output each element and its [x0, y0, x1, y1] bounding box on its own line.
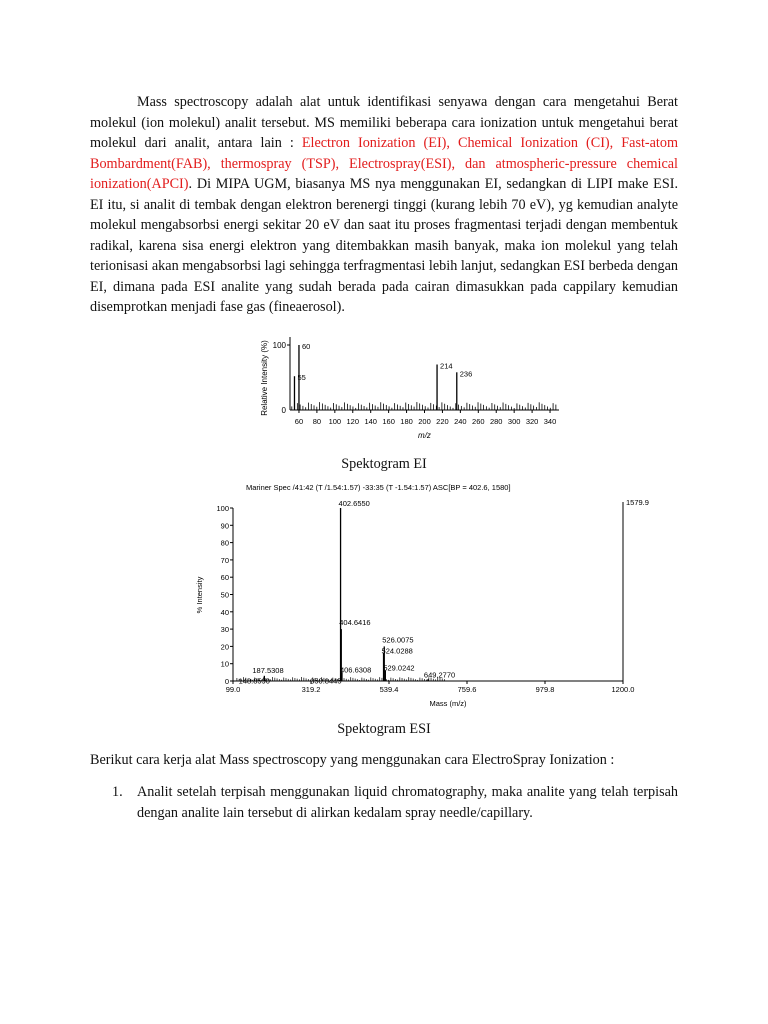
peak-label: 187.5308: [252, 665, 284, 675]
peak-label: 402.6550: [338, 499, 370, 508]
x-tick-label: 200: [418, 417, 431, 426]
peak-label: 404.6416: [339, 618, 371, 628]
peak-label: 55: [297, 373, 306, 383]
x-tick-label: 979.8: [535, 685, 555, 694]
chart-title: Mariner Spec /41:42 (T /1.54:1.57) -33:35 (T -1.54:1.57) ASC[BP = 402.6, 1580]: [246, 483, 511, 492]
x-tick-label: 260: [472, 417, 485, 426]
esi-spectrum-chart: [190, 478, 670, 712]
x-tick-label: 1200.0: [611, 685, 635, 694]
y-tick-label: 40: [220, 607, 229, 617]
list-item-text: Analit setelah terpisah menggunakan liquid chromatography, maka analite yang telah terpisah dengan analite lain tersebut di alirkan kedalam spray needle/capillary.: [137, 784, 678, 821]
ionization-methods-highlight: Electron Ionization (EI), Chemical Ionization (CI), Fast-atom Bombardment(FAB), thermospray (TSP), Electrospray(ESI), dan atmospheric-pressure chemical ionization(APCI): [90, 135, 679, 192]
x-tick-label: 80: [312, 417, 322, 426]
x-tick-label: 319.2: [301, 685, 321, 694]
x-axis-label: m/z: [418, 431, 431, 440]
y-tick-label: 100: [216, 504, 229, 513]
y-tick-label: 20: [220, 642, 229, 652]
y-tick-label: 60: [220, 573, 229, 583]
y-tick-label: 0: [281, 406, 286, 415]
y-tick-label: 50: [220, 590, 229, 600]
ei-spectrum-chart: [255, 325, 575, 445]
x-tick-label: 140: [364, 417, 377, 426]
peak-label: 524.0288: [381, 646, 413, 656]
x-tick-label: 320: [525, 417, 539, 426]
caption-ei: Spektogram EI: [341, 456, 427, 472]
esi-intro-line: Berikut cara kerja alat Mass spectroscopy yang menggunakan cara ElectroSpray Ionization :: [90, 752, 615, 768]
y-tick-label: 30: [220, 625, 229, 635]
x-tick-label: 280: [489, 417, 503, 426]
x-tick-label: 539.4: [379, 685, 399, 694]
x-tick-label: 99.0: [225, 685, 241, 694]
paragraph-text-a: Mass spectroscopy adalah alat untuk identifikasi senyawa dengan cara mengetahui Berat molekul (ion molekul) analit tersebut. MS memiliki beberapa cara ionization untuk mengetahui berat molekul dari analit, antara lain :: [90, 94, 678, 151]
peak-label: 529.0242: [383, 663, 415, 673]
x-tick-label: 340: [543, 417, 557, 426]
x-tick-label: 100: [328, 417, 342, 426]
peak-label: 60: [301, 342, 311, 351]
right-edge-label: 1579.9: [626, 498, 649, 507]
list-item: [112, 782, 678, 823]
y-tick-label: 80: [220, 538, 229, 548]
x-tick-label: 160: [382, 417, 395, 426]
y-axis-label: % Intensity: [195, 576, 204, 614]
y-axis-label: Relative Intensity (%): [260, 340, 269, 416]
peak-label: 526.0075: [382, 635, 414, 645]
x-tick-label: 60: [294, 417, 304, 426]
y-tick-label: 90: [220, 521, 229, 531]
caption-esi: Spektogram ESI: [337, 721, 431, 737]
body-paragraph: [90, 92, 678, 318]
y-tick-label: 10: [220, 659, 229, 669]
y-tick-label: 0: [224, 677, 229, 686]
x-tick-label: 759.6: [457, 685, 477, 694]
peak-label: 350.8445: [310, 676, 342, 686]
peak-label: 214: [440, 361, 453, 371]
x-tick-label: 240: [454, 417, 467, 426]
x-tick-label: 120: [346, 417, 360, 426]
peak-label: 148.8590: [238, 676, 270, 686]
x-tick-label: 180: [400, 417, 413, 426]
y-tick-label: 100: [272, 341, 286, 350]
peak-label: 406.6308: [339, 665, 372, 675]
x-tick-label: 300: [507, 417, 521, 426]
y-tick-label: 70: [220, 555, 229, 565]
x-tick-label: 220: [436, 417, 449, 426]
x-axis-label: Mass (m/z): [429, 699, 467, 708]
list-item-number: 1.: [112, 784, 123, 800]
peak-label: 236: [459, 369, 473, 379]
esi-steps-list: [112, 782, 678, 823]
peak-label: 649.2770: [423, 670, 456, 680]
paragraph-text-b: . Di MIPA UGM, biasanya MS nya menggunakan EI, sedangkan di LIPI make ESI. EI itu, si analit di tembak dengan elektron berenergi tinggi (kurang lebih 70 eV), yg kemudian analyte molekul mengabsorbsi energi sekitar 20 eV dan saat itu proses fragmentasi terjadi dengan membentuk radikal, karena sisa energi elektron yang ditembakkan masih banyak, maka ion molekul yang telah terionisasi akan mengabsorbsi lagi sehingga terfragmentasi lebih lanjut, sedangkan ESI berbeda dengan EI, dimana pada ESI analite yang sudah berada pada cairan dimasukkan pada cappilary kemudian disemprotkan menjadi fase gas (fineaerosol).: [90, 176, 678, 315]
